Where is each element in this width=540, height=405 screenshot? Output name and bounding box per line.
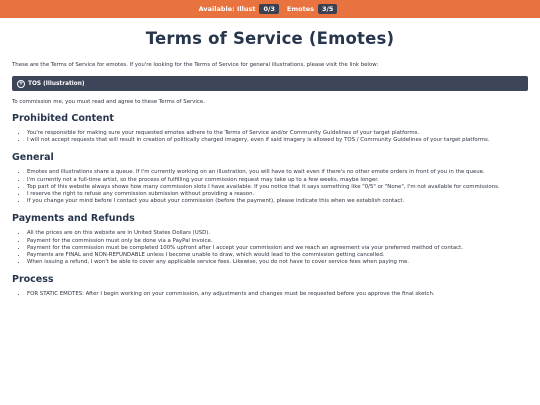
expand-plus-icon: + <box>18 79 24 87</box>
list-item: • I reserve the right to refuse any commission submission without providing a reason. <box>27 191 528 198</box>
availability-bar <box>0 0 540 18</box>
emotes-availability-label: Emotes <box>286 5 314 13</box>
prohibited-list <box>12 130 528 144</box>
content-area <box>0 29 540 299</box>
emotes-slot-count: 3/5 <box>318 4 337 14</box>
tos-illustration-label: TOS (Illustration) <box>28 80 85 87</box>
section-heading-prohibited: Prohibited Content <box>12 113 114 124</box>
list-item: • Top part of this website always shows how many commission slots I have available. If you notice that it says something like "0/5" or "None", I'm not available for commissions. <box>27 184 528 191</box>
list-item: • Payments are FINAL and NON-REFUNDABLE unless I become unable to draw, which would lead to the commission getting cancelled. <box>27 252 528 259</box>
agreement-note: To commission me, you must read and agree to these Terms of Service. <box>12 99 205 105</box>
list-item: • Emotes and illustrations share a queue. If I'm currently working on an illustration, you will have to wait even if there's no other emote orders in front of you in the queue. <box>27 169 528 176</box>
list-item: • When issuing a refund, I won't be able to cover any applicable service fees. Likewise, you do not have to cover service fees when paying me. <box>27 259 528 266</box>
intro-text: These are the Terms of Service for emotes. If you're looking for the Terms of Service for general illustrations, please visit the link below: <box>12 62 379 68</box>
process-list <box>12 291 528 298</box>
section-heading-process: Process <box>12 274 54 286</box>
list-item: • All the prices are on this website are in United States Dollars (USD). <box>27 230 528 237</box>
list-item: • I will not accept requests that will result in creation of politically charged imagery, even if said imagery is allowed by TOS / Community Guidelines of your target platforms. <box>27 137 528 144</box>
section-heading-payments: Payments and Refunds <box>12 213 135 225</box>
illust-availability-label: Available: Illust <box>198 5 256 13</box>
list-item: • You're responsible for making sure your requested emotes adhere to the Terms of Service and/or Community Guidelines of your target platforms. <box>27 130 528 137</box>
list-item: • If you change your mind before I contact you about your commission (before the payment), please indicate this when we establish contact. <box>27 198 528 205</box>
list-item: • Payment for the commission must only be done via a PayPal invoice. <box>27 238 528 245</box>
illust-slot-count: 0/3 <box>259 4 278 14</box>
section-heading-general: General <box>12 152 54 164</box>
tos-illustration-expander[interactable] <box>12 76 528 91</box>
list-item: • Payment for the commission must be completed 100% upfront after I accept your commission and we reach an agreement via your preferred method of contact. <box>27 245 528 252</box>
page-title: Terms of Service (Emotes) <box>145 29 395 48</box>
payments-list <box>12 230 528 266</box>
general-list <box>12 169 528 205</box>
list-item: • FOR STATIC EMOTES: After I begin working on your commission, any adjustments and changes must be requested before you approve the final sketch. <box>27 291 528 298</box>
list-item: • I'm currently not a full-time artist, so the process of fulfilling your commission request may take up to a few weeks, maybe longer. <box>27 177 528 184</box>
